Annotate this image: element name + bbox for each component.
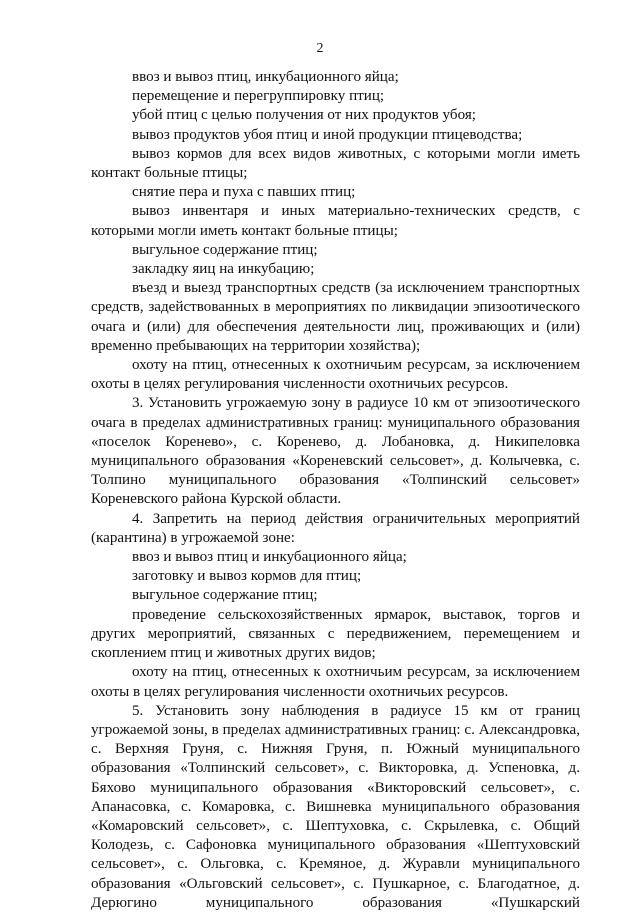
document-body (91, 68, 580, 913)
paragraph-item-3: 3. Установить угрожаемую зону в радиусе 10 км от эпизоотического очага в пределах административных границ: муниципального образования «поселок Коренево», с. Коренево, д. Лобановка, д. Никипеловка муниципального образования «Кореневский сельсовет», д. Колычевка, с. Толпино муниципального образования «Толпинский сельсовет» Кореневского района Курской области. (91, 395, 580, 508)
paragraph-item-5: 5. Установить зону наблюдения в радиусе 15 км от границ угрожаемой зоны, в пределах административных границ: с. Александровка, с. Верхняя Груня, с. Нижняя Груня, п. Южный муниципального образования «Толпинский сельсовет», с. Викторовка, д. Успеновка, д. Бяхово муниципального образования «Викторовский сельсовет», с. Апанасовка, с. Комаровка, с. Вишневка муниципального образования «Комаровский сельсовет», с. Шептуховка, с. Скрылевка, с. Общий Колодезь, с. Сафоновка муниципального образования «Шептуховский сельсовет», с. Ольговка, с. Кремяное, д. Журавли муниципального образования «Ольговский сельсовет», с. Пушкарное, с. Благодатное, д. Дерюгино муниципального образования «Пушкарский (91, 702, 580, 911)
paragraph: вывоз кормов для всех видов животных, с которыми могли иметь контакт больные птицы; (91, 145, 580, 182)
paragraph: проведение сельскохозяйственных ярмарок, выставок, торгов и других мероприятий, связанных с передвижением, перемещением и скоплением птиц и животных других видов; (91, 606, 580, 662)
paragraph: перемещение и перегруппировку птиц; (132, 88, 385, 105)
paragraph: выгульное содержание птиц; (132, 241, 318, 258)
paragraph: снятие пера и пуха с павших птиц; (132, 184, 356, 201)
paragraph: охоту на птиц, отнесенных к охотничьим ресурсам, за исключением охоты в целях регулирования численности охотничьих ресурсов. (91, 664, 580, 700)
paragraph-item-4: 4. Запретить на период действия ограничительных мероприятий (карантина) в угрожаемой зоне: (91, 510, 580, 546)
paragraph: вывоз продуктов убоя птиц и иной продукции птицеводства; (132, 126, 523, 143)
paragraph: охоту на птиц, отнесенных к охотничьим ресурсам, за исключением охоты в целях регулирования численности охотничьих ресурсов. (91, 357, 580, 393)
paragraph: выгульное содержание птиц; (132, 587, 318, 604)
paragraph: убой птиц с целью получения от них продуктов убоя; (132, 107, 476, 124)
paragraph: закладку яиц на инкубацию; (132, 261, 315, 278)
page-number: 2 (316, 41, 324, 56)
paragraph: ввоз и вывоз птиц, инкубационного яйца; (132, 69, 399, 85)
paragraph: ввоз и вывоз птиц и инкубационного яйца; (132, 549, 407, 566)
paragraph: въезд и выезд транспортных средств (за исключением транспортных средств, задействованных в мероприятиях по ликвидации эпизоотического очага и (или) для обеспечения деятельности лиц, проживающих и (или) временно пребывающих на территории хозяйства); (91, 280, 580, 354)
paragraph: вывоз инвентаря и иных материально-технических средств, с которыми могли иметь контакт больные птицы; (91, 203, 580, 239)
paragraph: заготовку и вывоз кормов для птиц; (132, 568, 362, 585)
